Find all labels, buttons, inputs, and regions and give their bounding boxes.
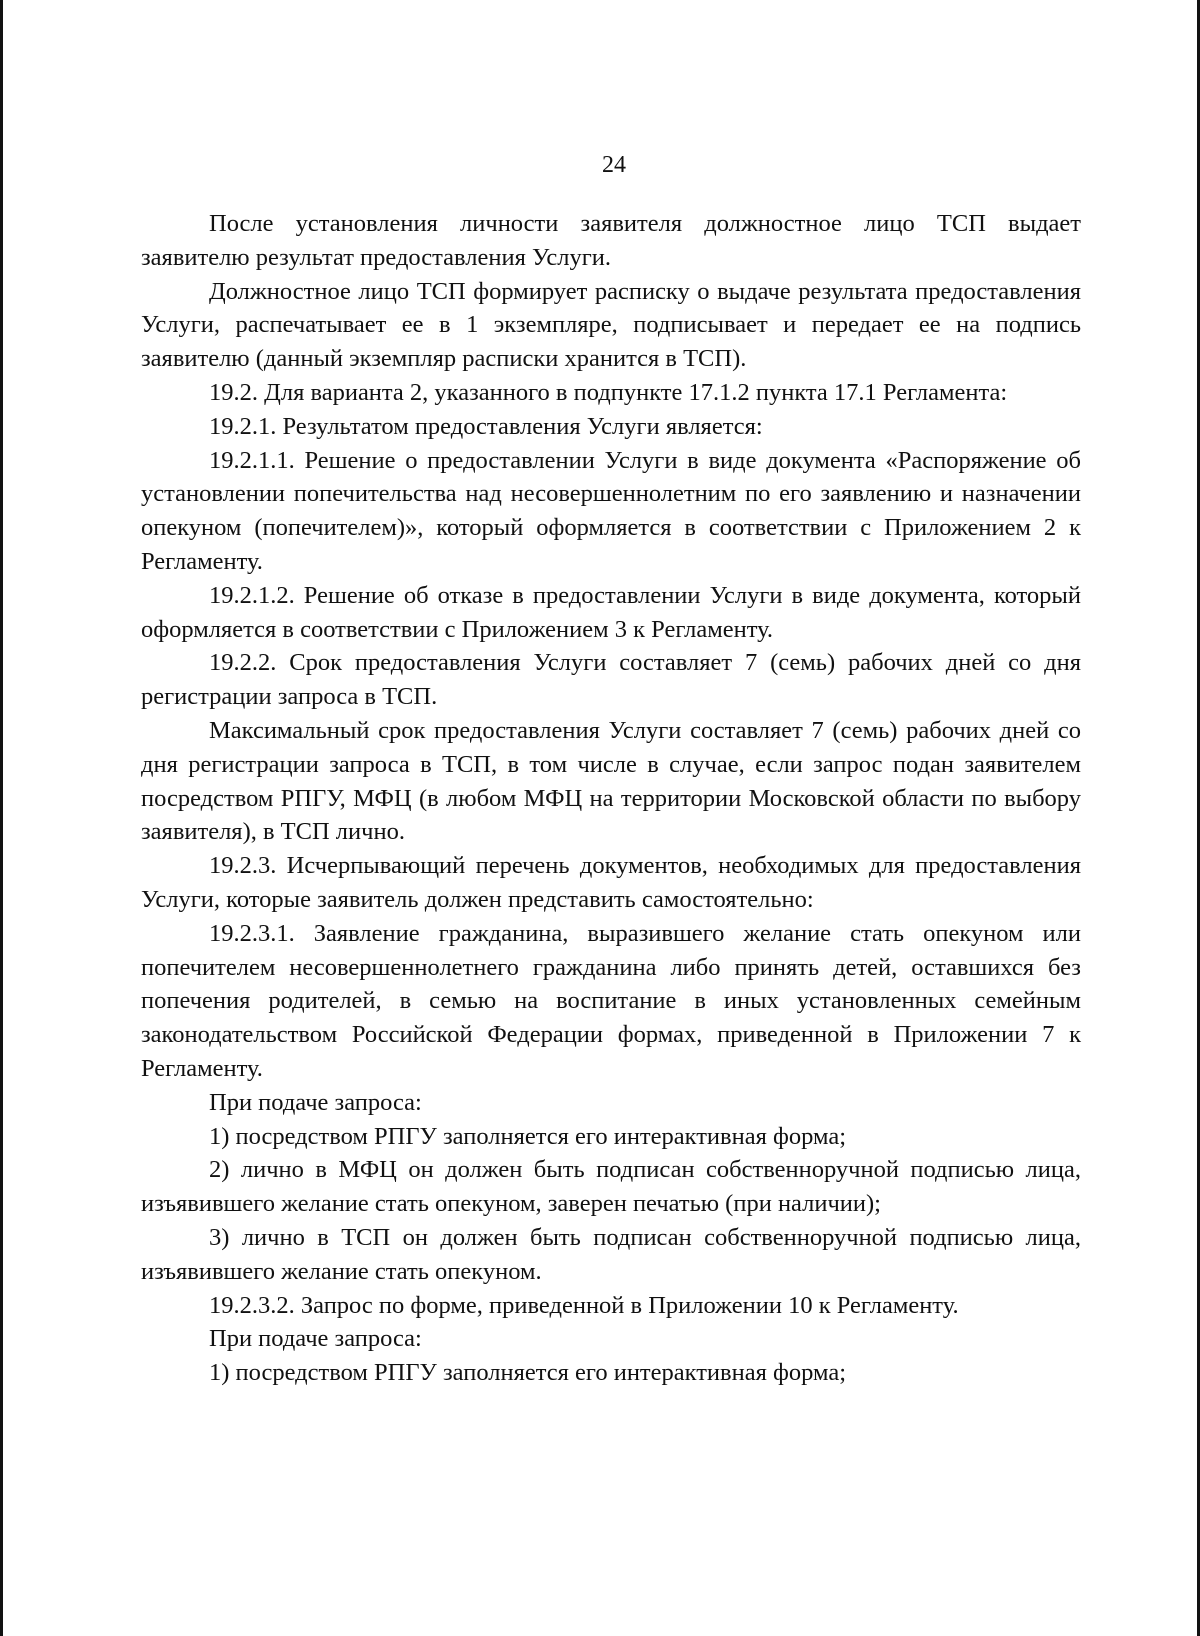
paragraph-19-2-1-2: 19.2.1.2. Решение об отказе в предоставлении Услуги в виде документа, который оформляется в соответствии с Приложением 3 к Регламенту.	[141, 581, 1081, 643]
paragraph-submission-heading-2: При подаче запроса:	[209, 1325, 422, 1353]
paragraph-issue-result: После установления личности заявителя должностное лицо ТСП выдает заявителю результат предоставления Услуги.	[141, 210, 1081, 271]
list-item-mfc: 2) лично в МФЦ он должен быть подписан собственноручной подписью лица, изъявившего желание стать опекуном, заверен печатью (при наличии);	[141, 1156, 1081, 1218]
paragraph-19-2-3-1: 19.2.3.1. Заявление гражданина, выразившего желание стать опекуном или попечителем несовершеннолетнего гражданина либо принять детей, оставшихся без попечения родителей, в семью на воспитание в иных установленных семейным законодательством Российской Федерации формах, приведенной в Приложении 7 к Регламенту.	[141, 919, 1081, 1082]
list-item-rpgu-2: 1) посредством РПГУ заполняется его интерактивная форма;	[209, 1359, 846, 1387]
paragraph-19-2-1: 19.2.1. Результатом предоставления Услуги является:	[209, 412, 763, 440]
paragraph-19-2: 19.2. Для варианта 2, указанного в подпункте 17.1.2 пункта 17.1 Регламента:	[209, 378, 1008, 406]
paragraph-19-2-1-1: 19.2.1.1. Решение о предоставлении Услуги в виде документа «Распоряжение об установлении попечительства над несовершеннолетним по его заявлению и назначении опекуном (попечителем)», который оформляется в соответствии с Приложением 2 к Регламенту.	[141, 446, 1081, 575]
list-item-rpgu: 1) посредством РПГУ заполняется его интерактивная форма;	[209, 1122, 846, 1150]
page-number: 24	[602, 152, 626, 178]
paragraph-max-term: Максимальный срок предоставления Услуги составляет 7 (семь) рабочих дней со дня регистрации запроса в ТСП, в том числе в случае, если запрос подан заявителем посредством РПГУ, МФЦ (в любом МФЦ на территории Московской области по выбору заявителя), в ТСП лично.	[141, 716, 1081, 846]
page-left-border	[0, 0, 3, 1636]
paragraph-submission-heading: При подаче запроса:	[209, 1088, 422, 1116]
paragraph-19-2-3: 19.2.3. Исчерпывающий перечень документов, необходимых для предоставления Услуги, которые заявитель должен представить самостоятельно:	[141, 852, 1081, 913]
list-item-tsp: 3) лично в ТСП он должен быть подписан собственноручной подписью лица, изъявившего желание стать опекуном.	[141, 1223, 1081, 1285]
paragraph-19-2-3-2: 19.2.3.2. Запрос по форме, приведенной в Приложении 10 к Регламенту.	[209, 1291, 959, 1319]
paragraph-19-2-2: 19.2.2. Срок предоставления Услуги составляет 7 (семь) рабочих дней со дня регистрации запроса в ТСП.	[141, 649, 1081, 711]
paragraph-receipt: Должностное лицо ТСП формирует расписку о выдаче результата предоставления Услуги, распечатывает ее в 1 экземпляре, подписывает и передает ее на подпись заявителю (данный экземпляр расписки хранится в ТСП).	[141, 277, 1081, 373]
document-body	[141, 207, 1081, 1390]
